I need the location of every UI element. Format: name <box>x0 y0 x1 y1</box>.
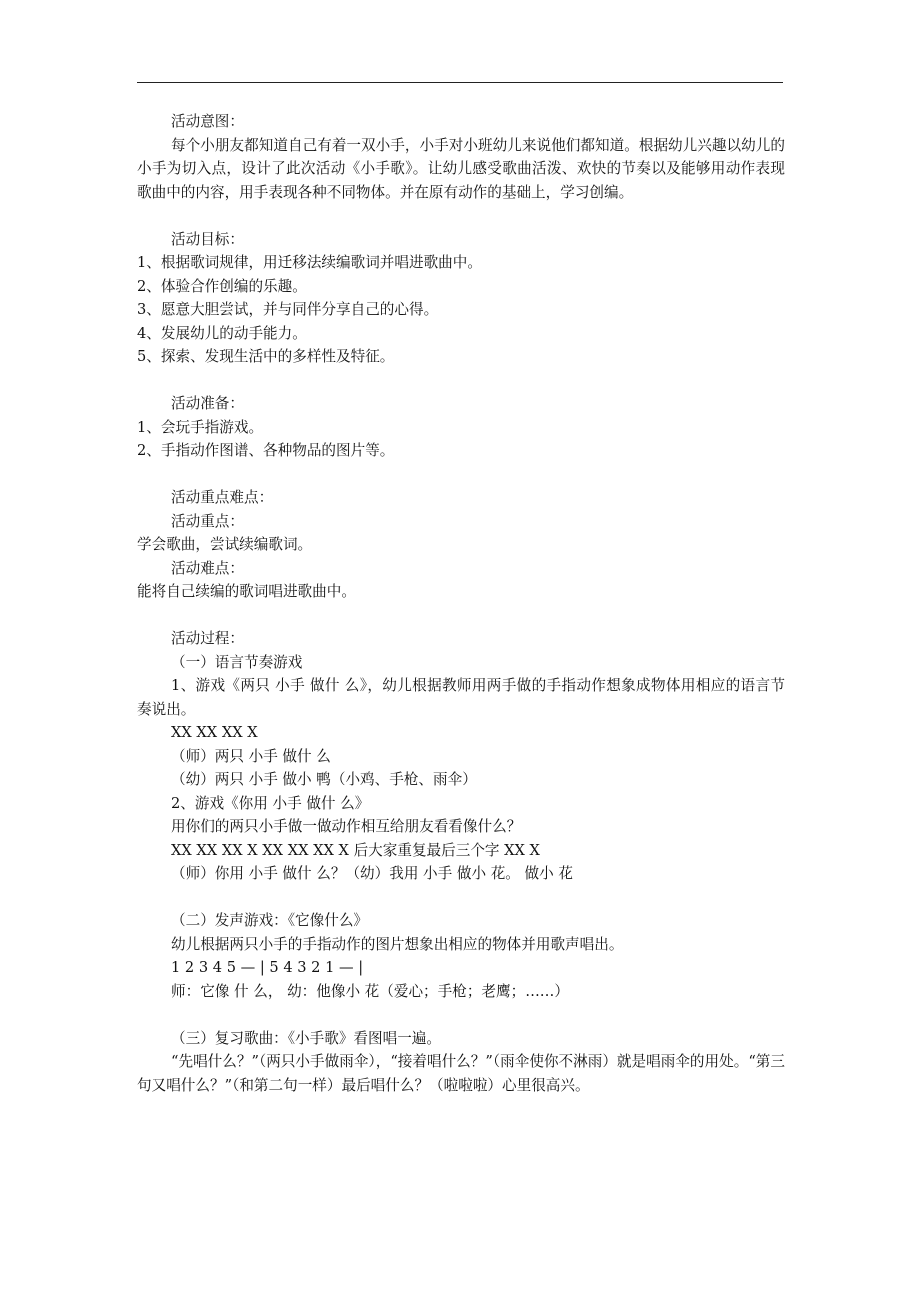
part3-title: （三）复习歌曲：《小手歌》看图唱一遍。 <box>171 1029 441 1047</box>
focus-label: 活动重点： <box>171 512 244 530</box>
part1-dialogue: （师）你用 小手 做什 么？（幼）我用 小手 做小 花。 做小 花 <box>171 865 573 882</box>
part1-instruction: 用你们的两只小手做一做动作相互给朋友看看像什么？ <box>171 818 522 835</box>
goal-item: 3、愿意大胆尝试，并与同伴分享自己的心得。 <box>137 301 439 318</box>
goal-item: 4、发展幼儿的动手能力。 <box>137 324 307 342</box>
goals-heading: 活动目标： <box>171 230 244 248</box>
part2-sing: 师：它像 什 么， 幼：他像小 花（爱心；手枪；老鹰；……） <box>171 982 569 1000</box>
part1-game2: 2、游戏《你用 小手 做什 么》 <box>171 794 370 812</box>
focus-text: 学会歌曲，尝试续编歌词。 <box>137 536 313 553</box>
goal-item: 5、探索、发现生活中的多样性及特征。 <box>137 348 395 365</box>
keypoints-heading: 活动重点难点： <box>171 489 274 506</box>
part1-title: （一）语言节奏游戏 <box>171 653 303 671</box>
goal-item: 2、体验合作创编的乐趣。 <box>137 277 307 295</box>
part1-rhythm2: XX XX XX X XX XX XX X 后大家重复最后三个字 XX X <box>171 841 540 859</box>
part2-title: （二）发声游戏：《它像什么》 <box>171 912 369 929</box>
intent-body: 每个小朋友都知道自己有着一双小手，小手对小班幼儿来说他们都知道。根据幼儿兴趣以幼儿的小手为切入点，设计了此次活动《小手歌》。让幼儿感受歌曲活泼、欢快的节奏以及能够用动作表现歌曲中的内容，用手表现各种不同物体。并在原有动作的基础上，学习创编。 <box>137 136 785 201</box>
difficulty-text: 能将自己续编的歌词唱进歌曲中。 <box>137 583 356 600</box>
part1-rhythm1: XX XX XX X <box>171 724 258 741</box>
part3-body: “先唱什么？”（两只小手做雨伞），“接着唱什么？”（雨伞使你不淋雨）就是唱雨伞的用处。“第三句又唱什么？”（和第二句一样）最后唱什么？（啦啦啦）心里很高兴。 <box>137 1053 785 1094</box>
part1-teacher-line: （师）两只 小手 做什 么 <box>171 747 331 765</box>
prep-item: 2、手指动作图谱、各种物品的图片等。 <box>137 442 395 459</box>
part1-game1: 1、游戏《两只 小手 做什 么》，幼儿根据教师用两手做的手指动作想象成物体用相应的语言节奏说出。 <box>137 677 785 718</box>
document-body <box>137 110 785 1097</box>
process-heading: 活动过程： <box>171 630 244 647</box>
part2-notes: 1 2 3 4 5 — | 5 4 3 2 1 — | <box>171 959 364 976</box>
intent-heading: 活动意图： <box>171 113 244 130</box>
prep-item: 1、会玩手指游戏。 <box>137 418 264 436</box>
goal-item: 1、根据歌词规律，用迁移法续编歌词并唱进歌曲中。 <box>137 254 482 271</box>
difficulty-label: 活动难点： <box>171 559 244 577</box>
header-rule <box>137 82 783 83</box>
part1-child-line: （幼）两只 小手 做小 鸭（小鸡、手枪、雨伞） <box>171 771 477 788</box>
part2-desc: 幼儿根据两只小手的手指动作的图片想象出相应的物体并用歌声唱出。 <box>171 935 624 953</box>
prep-heading: 活动准备： <box>171 395 244 412</box>
